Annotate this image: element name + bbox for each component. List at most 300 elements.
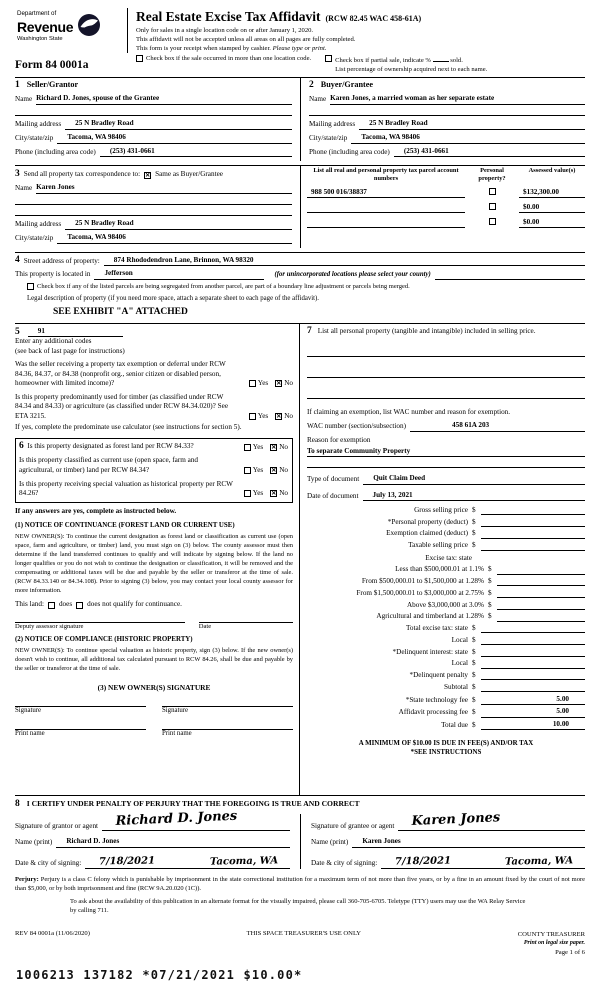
parcel-numbers-column-header: List all real and personal property tax parcel account numbers — [313, 167, 459, 183]
tax-row-rate-4 — [307, 601, 585, 610]
dollar-sign: $ — [472, 659, 476, 668]
street-address-field[interactable] — [104, 256, 585, 266]
section-3-number: 3 — [15, 169, 20, 180]
buyer-mailing-value: 25 N Bradley Road — [369, 119, 428, 128]
timber-no-checkbox[interactable]: ✕ — [276, 413, 282, 420]
wac-number-label: WAC number (section/subsection) — [307, 422, 407, 431]
reason-for-exemption-label: Reason for exemption — [307, 435, 371, 444]
forest-yes-checkbox[interactable] — [244, 444, 251, 451]
located-trailing-line — [435, 271, 585, 280]
dollar-sign: $ — [472, 505, 476, 514]
accessibility-note: To ask about the availability of this publication in an alternate format for the visually impaired, please call 360-705-6705. Teletype (TTY) users may use the WA Relay Service by calling 711. — [70, 897, 526, 914]
tax-row-personal-property-deduct — [307, 518, 585, 527]
tax-row-rate-agricultural — [307, 612, 585, 621]
perjury-text: Perjury is a class C felony which is punishable by imprisonment in the state correctional institution for a maximum term of not more than five years, or by a fine in an amount fixed by the court of not more than $5,000, or by both imprisonment and fine (RCW 9A.20.020 (1C)). — [15, 875, 586, 893]
rev-number: REV 84 0001a (11/06/2020) — [15, 930, 90, 938]
personal-property-line-1[interactable] — [307, 346, 585, 357]
additional-codes-field[interactable] — [28, 327, 123, 337]
dor-logo-text — [17, 10, 73, 44]
seller-mailing-value: 25 N Bradley Road — [75, 119, 134, 128]
tax-label: Agricultural and timberland at 1.28% — [376, 612, 484, 621]
minimum-due-note: A MINIMUM OF $10.00 IS DUE IN FEE(S) AND/OR TAX — [358, 740, 534, 748]
title-block — [127, 8, 585, 53]
grantor-signature-field[interactable] — [102, 809, 290, 831]
personal-property-deduct-field[interactable] — [481, 519, 585, 528]
legal-description-value[interactable]: SEE EXHIBIT "A" ATTACHED — [53, 307, 188, 318]
rate-agricultural-field[interactable] — [497, 613, 585, 622]
header-checkboxes — [127, 55, 585, 74]
section-6-number: 6 — [19, 441, 24, 452]
tax-label: Taxable selling price — [408, 541, 468, 550]
page-title: Real Estate Excise Tax Affidavit — [136, 9, 321, 24]
tax-row-subtotal — [307, 683, 585, 692]
seller-name-extra-line[interactable] — [15, 105, 292, 116]
tax-row-delinquent-interest — [307, 648, 585, 657]
seller-city-value: Tacoma, WA 98406 — [67, 133, 126, 142]
tax-row-affidavit-processing-fee — [307, 707, 585, 717]
tax-value: 5.00 — [556, 694, 569, 703]
tax-row-taxable-selling-price — [307, 541, 585, 550]
tax-label: *State technology fee — [405, 695, 468, 704]
header-note-3 — [136, 44, 585, 53]
taxable-selling-price-field[interactable] — [481, 542, 585, 551]
parcel-row-3 — [307, 218, 585, 228]
grantor-signature-block — [15, 809, 300, 868]
dollar-sign: $ — [488, 588, 492, 597]
certification-statement: I CERTIFY UNDER PENALTY OF PERJURY THAT THE FOREGOING IS TRUE AND CORRECT — [26, 798, 360, 808]
current-use-yes-checkbox[interactable] — [244, 467, 251, 474]
predominate-use-note: If yes, complete the predominate use calculator (see instructions for section 5). — [15, 423, 242, 432]
wac-number-value: 458 61A 203 — [452, 421, 490, 430]
correspondence-extra-line-1[interactable] — [15, 194, 292, 205]
no-label: No — [279, 489, 288, 497]
correspondence-extra-line-2[interactable] — [15, 205, 292, 216]
same-as-buyer-checkbox[interactable]: ✕ — [145, 172, 151, 179]
personal-property-line-2[interactable] — [307, 367, 585, 378]
tax-row-total-state — [307, 624, 585, 633]
tax-row-delinquent-penalty — [307, 671, 585, 680]
grantor-date-value: 7/18/2021 — [99, 855, 156, 868]
local-1-field[interactable] — [481, 637, 585, 646]
grantee-name-print-value: Karen Jones — [362, 837, 401, 846]
additional-codes-note: (see back of last page for instructions) — [15, 346, 125, 355]
buyer-phone-label: Phone (including area code) — [309, 148, 390, 157]
seller-phone-value: (253) 431-0661 — [109, 147, 155, 156]
buyer-name-value: Karen Jones, a married woman as her separate estate — [330, 94, 495, 103]
continuance-title: (1) NOTICE OF CONTINUANCE (FOREST LAND OR CURRENT USE) — [15, 521, 235, 529]
dollar-sign: $ — [472, 541, 476, 550]
forest-land-question-label: Is this property designated as forest land per RCW 84.33? — [27, 442, 194, 451]
does-label: does — [58, 600, 73, 609]
located-in-label: This property is located in — [15, 270, 91, 279]
reason-for-exemption-field[interactable] — [307, 447, 585, 457]
land-qualify-row — [15, 600, 293, 609]
correspondence-name-field[interactable] — [36, 183, 292, 193]
see-instructions-note: *SEE INSTRUCTIONS — [410, 749, 482, 757]
assessed-value-3: $0.00 — [523, 217, 540, 226]
tax-label: *Personal property (deduct) — [387, 517, 468, 526]
compliance-title: (2) NOTICE OF COMPLIANCE (HISTORIC PROPERTY) — [15, 636, 193, 644]
personal-property-cell-1 — [469, 188, 515, 198]
buyer-phone-field[interactable] — [394, 147, 585, 157]
seller-city-field[interactable] — [57, 133, 292, 143]
same-as-buyer-label: Same as Buyer/Grantee — [155, 170, 223, 179]
personal-property-cell-2 — [469, 203, 515, 213]
seller-name-value: Richard D. Jones, spouse of the Grantee — [36, 94, 160, 103]
does-not-label: does not qualify for continuance. — [87, 600, 182, 609]
revenue-label: Revenue — [17, 19, 74, 36]
tax-label: Total excise tax: state — [406, 624, 468, 633]
no-label: No — [279, 442, 288, 451]
personal-property-intro: List all personal property (tangible and intangible) included in selling price. — [317, 326, 536, 335]
legal-size-note: Print on legal size paper. — [523, 940, 585, 947]
dor-logo — [15, 8, 127, 53]
dollar-sign: $ — [472, 647, 476, 656]
exemption-yes-checkbox[interactable] — [249, 380, 256, 387]
exemption-note: If claiming an exemption, list WAC number and reason for exemption. — [307, 408, 511, 417]
total-due-field[interactable] — [481, 720, 585, 730]
street-address-value: 874 Rhododendron Lane, Brinnon, WA 98320 — [113, 255, 254, 264]
buyer-name-extra-line[interactable] — [309, 105, 585, 116]
county-field[interactable] — [94, 269, 264, 279]
does-qualify-checkbox[interactable] — [48, 602, 55, 609]
historic-no-checkbox[interactable]: ✕ — [271, 491, 277, 498]
tax-row-exemption-claimed — [307, 529, 585, 538]
tax-label: Gross selling price — [414, 505, 468, 514]
grantee-name-print-field[interactable] — [352, 837, 585, 847]
if-yes-note: If any answers are yes, complete as instructed below. — [15, 507, 177, 516]
grantee-date-city-field[interactable] — [381, 855, 585, 869]
historic-yes-checkbox[interactable] — [244, 490, 251, 497]
exemption-claimed-field[interactable] — [481, 530, 585, 539]
dollar-sign: $ — [472, 635, 476, 644]
parcel-number-field-3[interactable] — [307, 218, 465, 228]
header — [15, 8, 585, 53]
tax-label: *Delinquent penalty — [409, 671, 468, 680]
send-correspondence-label: Send all property tax correspondence to: — [23, 170, 141, 179]
personal-property-cell-3 — [469, 218, 515, 228]
tax-label: Above $3,000,000 at 3.0% — [406, 600, 484, 609]
section-4 — [15, 252, 585, 323]
personal-property-checkbox-2[interactable] — [489, 203, 496, 210]
seller-mailing-field[interactable] — [65, 119, 292, 129]
county-treasurer-label: COUNTY TREASURER — [517, 931, 585, 939]
grantee-city-value: Tacoma, WA — [504, 855, 574, 868]
correspondence-city-label: City/state/zip — [15, 234, 54, 243]
section-7-column — [300, 324, 585, 795]
type-of-document-field[interactable] — [363, 474, 585, 484]
dollar-sign: $ — [488, 600, 492, 609]
print-name-label: Print name — [162, 729, 192, 737]
personal-property-checkbox-3[interactable] — [489, 218, 496, 225]
no-label: No — [284, 411, 293, 420]
current-use-question — [19, 456, 288, 475]
correspondence-mailing-label: Mailing address — [15, 220, 62, 229]
yes-label: Yes — [252, 489, 264, 497]
parcel-row-2 — [307, 203, 585, 213]
new-owner-printname-labels — [15, 730, 293, 739]
parcel-number-field-2[interactable] — [307, 203, 465, 213]
partial-sale-label-b: sold. — [450, 57, 463, 65]
partial-sale-checkbox[interactable] — [325, 55, 332, 62]
grantee-signature-field[interactable] — [398, 810, 585, 831]
segregated-label: Check box if any of the listed parcels are being segregated from another parcel, are part of a boundary line adjustment or parcels being merged. — [37, 283, 410, 291]
grantor-name-print-value: Richard D. Jones — [66, 837, 120, 846]
dollar-sign: $ — [488, 565, 492, 574]
header-note-3-italic: Please type or print. — [272, 44, 327, 52]
multi-location-checkbox[interactable] — [136, 55, 143, 62]
header-note-2: This affidavit will not be accepted unless all areas on all pages are fully completed. — [136, 35, 356, 43]
perjury-paragraph — [15, 875, 585, 894]
dept-of-label: Department of — [17, 10, 57, 17]
parcel-number-value-1: 988 500 016/38837 — [311, 187, 367, 196]
personal-property-checkbox-1[interactable] — [489, 188, 496, 195]
gross-selling-price-field[interactable] — [481, 507, 585, 516]
multi-location-row — [136, 55, 311, 64]
correspondence-city-value: Tacoma, WA 98406 — [67, 233, 126, 242]
middle-columns — [15, 323, 585, 795]
grantee-signature-block — [300, 810, 585, 868]
seller-section — [15, 78, 300, 161]
correspondence-mailing-value: 25 N Bradley Road — [75, 219, 134, 228]
tax-value: 10.00 — [552, 720, 569, 729]
signature-label: Signature — [15, 706, 42, 714]
buyer-city-field[interactable] — [351, 133, 585, 143]
section-5-number: 5 — [15, 326, 20, 337]
section-7-number: 7 — [307, 325, 312, 336]
treasurer-stamp: 1006213 137182 *07/21/2021 $10.00* — [16, 968, 303, 983]
date-of-document-field[interactable] — [363, 491, 586, 501]
seller-mailing-label: Mailing address — [15, 120, 62, 129]
affidavit-processing-fee-field[interactable] — [481, 707, 585, 717]
exemption-no-checkbox[interactable]: ✕ — [276, 381, 282, 388]
treasurer-space-label: THIS SPACE TREASURER'S USE ONLY — [246, 930, 362, 938]
grantor-name-print-label: Name (print) — [15, 838, 53, 847]
new-owner-signature-labels — [15, 707, 293, 716]
grantee-date-value: 7/18/2021 — [395, 855, 452, 868]
parcel-table-header — [307, 167, 585, 183]
section-8-number: 8 — [15, 798, 20, 809]
yes-label: Yes — [252, 465, 264, 474]
tax-row-rate-1 — [307, 565, 585, 574]
footer — [15, 930, 585, 957]
parcel-table — [300, 166, 585, 247]
additional-codes-value: 91 — [37, 326, 45, 335]
reason-extra-line[interactable] — [307, 457, 585, 468]
yes-label: Yes — [257, 379, 269, 388]
partial-sale-label-a: Check box if partial sale, indicate % — [335, 57, 431, 65]
excise-tax-table — [307, 506, 585, 730]
county-value: Jefferson — [104, 269, 133, 278]
legal-description-label: Legal description of property (if you need more space, attach a separate sheet to each page of the affidavit). — [27, 294, 320, 302]
grantor-date-city-label: Date & city of signing: — [15, 859, 82, 868]
historic-property-question — [19, 480, 288, 499]
correspondence-name-label: Name — [15, 184, 33, 193]
tax-row-state-technology-fee — [307, 695, 585, 705]
washington-state-label: Washington State — [17, 36, 63, 43]
buyer-city-value: Tacoma, WA 98406 — [361, 133, 420, 142]
header-note-3-plain: This form is your receipt when stamped by cashier. — [136, 44, 271, 52]
form-number: Form 84 0001a — [15, 59, 89, 72]
tax-label: Local — [451, 659, 468, 668]
grantor-city-value: Tacoma, WA — [209, 855, 279, 868]
grantee-signature-label: Signature of grantee or agent — [311, 821, 395, 830]
type-of-document-value: Quit Claim Deed — [373, 474, 426, 483]
buyer-mailing-label: Mailing address — [309, 120, 356, 129]
rate-2-field[interactable] — [497, 578, 585, 587]
perjury-label: Perjury: — [15, 875, 39, 883]
personal-property-line-3[interactable] — [307, 388, 585, 399]
personal-property-column-header: Personal property? — [478, 167, 506, 183]
type-of-document-label: Type of document — [307, 475, 360, 484]
buyer-city-label: City/state/zip — [309, 134, 348, 143]
timber-yes-checkbox[interactable] — [249, 413, 256, 420]
dollar-sign: $ — [472, 529, 476, 538]
tax-label: From $500,000.01 to $1,500,000 at 1.28% — [361, 577, 484, 586]
compliance-text: NEW OWNER(S): To continue special valuation as historic property, sign (3) below. If the new owner(s) doesn't wish to continue, all additional tax calculated pursuant to RCW 84.26, shall be due and payable by the seller or transferor at the time of sale. — [15, 647, 293, 673]
buyer-phone-value: (253) 431-0661 — [403, 147, 449, 156]
forest-land-question — [19, 442, 288, 452]
section-3 — [15, 165, 585, 247]
footer-right-block — [518, 930, 585, 957]
forest-land-question-text — [19, 442, 234, 452]
buyer-mailing-field[interactable] — [359, 119, 585, 129]
dollar-sign: $ — [472, 682, 476, 691]
parcel-number-field-1[interactable] — [307, 188, 465, 198]
deputy-assessor-date-label: Date — [198, 622, 212, 630]
multi-location-label: Check box if the sale occurred in more than one location code. — [146, 55, 312, 63]
grantor-date-city-field[interactable] — [85, 855, 290, 869]
assessed-value-1: $132,300.00 — [523, 187, 559, 196]
state-technology-fee-field[interactable] — [481, 695, 585, 705]
dollar-sign: $ — [472, 695, 476, 704]
seller-phone-label: Phone (including area code) — [15, 148, 96, 157]
forest-no-checkbox[interactable]: ✕ — [271, 444, 277, 451]
rate-1-field[interactable] — [497, 566, 585, 575]
wac-number-field[interactable] — [410, 421, 585, 431]
section-2-number: 2 — [309, 80, 314, 91]
dollar-sign: $ — [472, 517, 476, 526]
this-land-label: This land: — [15, 600, 44, 609]
assessed-value-field-1[interactable] — [519, 188, 585, 198]
buyer-heading: Buyer/Grantee — [320, 80, 374, 90]
continuance-text: NEW OWNER(S): To continue the current designation as forest land or classification as current use (open space, farm and agriculture, or timber) land, you must sign on (3) below. The county assessor must then determine if the land transferred continues to qualify and will indicate by signing below. If the land no longer qualifies or you do not wish to continue the designation or classification, it will be removed and the compensating or additional taxes will be due and payable by the seller or transferor at the time of sale. (RCW 84.33.140 or 84.34.108). Prior to signing (3) below, you may contact your local county assessor for more information. — [15, 532, 293, 594]
percent-sold-field[interactable] — [433, 55, 449, 62]
rate-3-field[interactable] — [497, 590, 585, 599]
correspondence-city-field[interactable] — [57, 233, 292, 243]
grantee-date-city-label: Date & city of signing: — [311, 859, 378, 868]
segregated-checkbox[interactable] — [27, 283, 34, 290]
yes-label: Yes — [252, 442, 264, 451]
exemption-deferral-question-text: Was the seller receiving a property tax exemption or deferral under RCW 84.36, 84.37, or 84.38 (nonprofit org., senior citizen or disabled person, homeowner with limited income)? — [15, 360, 226, 388]
additional-codes-label: Enter any additional codes — [15, 337, 92, 346]
seller-name-field[interactable] — [36, 94, 292, 104]
dollar-sign: $ — [488, 612, 492, 621]
dollar-sign: $ — [472, 721, 476, 730]
print-name-label: Print name — [15, 729, 45, 737]
exemption-deferral-question — [15, 360, 293, 388]
partial-sale-label — [335, 55, 463, 66]
tax-label: Total due — [441, 721, 468, 730]
tax-row-local-2 — [307, 659, 585, 668]
assessed-value-field-2[interactable] — [519, 203, 585, 213]
section-1-number: 1 — [15, 80, 20, 91]
page-title-rcw: (RCW 82.45 WAC 458-61A) — [325, 14, 422, 23]
section-8 — [15, 795, 585, 869]
timber-agriculture-question — [15, 393, 293, 421]
segregated-row — [15, 283, 585, 291]
timber-agriculture-question-text: Is this property predominantly used for timber (as classified under RCW 84.34 and 84.33) or agriculture (as classified under RCW 84.34.020)? See ETA 3215. — [15, 392, 229, 420]
tax-row-rate-2 — [307, 577, 585, 586]
tax-label: Less than $500,000.01 at 1.1% — [395, 565, 484, 574]
signature-label: Signature — [162, 706, 189, 714]
form-number-row — [15, 55, 585, 74]
assessed-value-2: $0.00 — [523, 202, 540, 211]
grantor-signature-value: Richard D. Jones — [115, 809, 238, 830]
tax-row-rate-3 — [307, 589, 585, 598]
street-address-label: Street address of property: — [23, 256, 100, 265]
rate-4-field[interactable] — [497, 601, 585, 610]
seller-phone-field[interactable] — [100, 147, 292, 157]
assessed-value-field-3[interactable] — [519, 218, 585, 228]
section-4-number: 4 — [15, 255, 20, 266]
dollar-sign: $ — [488, 577, 492, 586]
tax-row-local-1 — [307, 636, 585, 645]
yes-label: Yes — [257, 411, 269, 420]
no-label: No — [284, 379, 293, 388]
buyer-name-label: Name — [309, 95, 327, 104]
tax-label: Affidavit processing fee — [398, 708, 468, 717]
tax-label: From $1,500,000.01 to $3,000,000 at 2.75% — [356, 588, 484, 597]
page-indicator: Page 1 of 6 — [555, 948, 585, 956]
tax-correspondence-block — [15, 166, 300, 247]
header-note-1: Only for sales in a single location code on or after January 1, 2020. — [136, 26, 314, 34]
total-excise-state-field[interactable] — [481, 625, 585, 634]
tax-value: 5.00 — [556, 707, 569, 716]
dor-seal-icon — [77, 13, 101, 40]
grantor-signature-label: Signature of grantor or agent — [15, 821, 99, 830]
partial-sale-row — [325, 55, 487, 66]
unincorporated-note: (for unincorporated locations please select your county) — [274, 270, 431, 278]
correspondence-mailing-field[interactable] — [65, 219, 292, 229]
dollar-sign: $ — [472, 624, 476, 633]
current-use-no-checkbox[interactable]: ✕ — [271, 467, 277, 474]
parcel-row-1 — [307, 188, 585, 198]
deputy-assessor-labels — [15, 623, 293, 632]
partial-sale-block — [325, 55, 487, 74]
reason-for-exemption-value: To separate Community Property — [307, 446, 411, 455]
dollar-sign: $ — [472, 671, 476, 680]
grantor-name-print-field[interactable] — [56, 837, 290, 847]
delinquent-penalty-field[interactable] — [481, 672, 585, 681]
buyer-name-field[interactable] — [330, 94, 585, 104]
seller-heading: Seller/Grantor — [26, 80, 79, 90]
assessed-value-column-header: Assessed value(s) — [528, 167, 576, 175]
tax-label: *Delinquent interest: state — [392, 647, 468, 656]
delinquent-interest-field[interactable] — [481, 648, 585, 657]
buyer-section — [300, 78, 585, 161]
grantee-name-print-label: Name (print) — [311, 838, 349, 847]
tax-row-total-due — [307, 720, 585, 730]
no-label: No — [279, 465, 288, 474]
subtotal-field[interactable] — [481, 684, 585, 693]
local-2-field[interactable] — [481, 660, 585, 669]
tax-label: Exemption claimed (deduct) — [386, 529, 468, 538]
correspondence-name-value: Karen Jones — [36, 183, 75, 192]
does-not-qualify-checkbox[interactable] — [76, 602, 83, 609]
grantee-signature-value: Karen Jones — [411, 810, 501, 830]
tax-label: Subtotal — [444, 682, 468, 691]
